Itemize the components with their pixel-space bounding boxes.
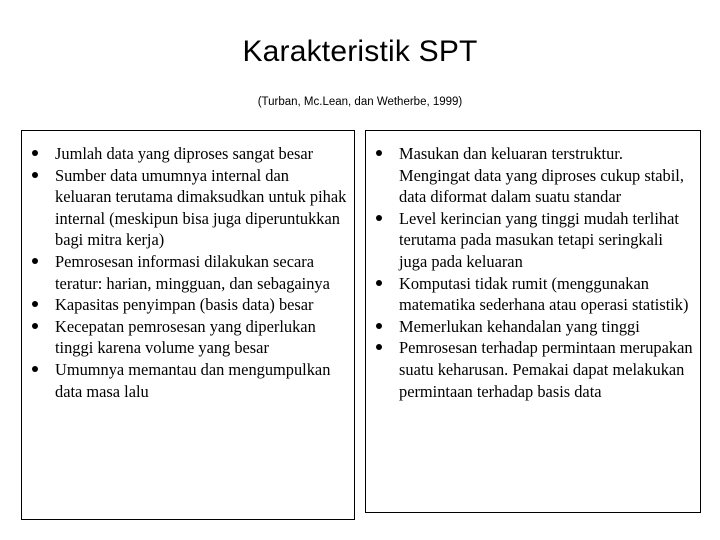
list-item [32, 316, 348, 359]
list-item [376, 337, 694, 402]
left-characteristics-box [21, 130, 355, 520]
list-item-text: Sumber data umumnya internal dan keluaran terutama dimaksudkan untuk pihak internal (meskipun bisa juga diperuntukkan bagi mitra kerja) [55, 165, 347, 250]
bullet-icon [32, 172, 38, 178]
slide-subtitle: (Turban, Mc.Lean, dan Wetherbe, 1999) [257, 96, 463, 108]
list-item-text: Jumlah data yang diproses sangat besar [55, 144, 314, 163]
left-bullet-list [32, 143, 348, 402]
list-item [32, 294, 348, 316]
list-item [376, 273, 694, 316]
list-item [376, 143, 694, 208]
list-item-text: Level kerincian yang tinggi mudah terlihat terutama pada masukan tetapi seringkali juga pada keluaran [399, 208, 679, 271]
list-item [32, 165, 348, 251]
list-item [32, 143, 348, 165]
right-bullet-list [376, 143, 694, 402]
list-item-text: Komputasi tidak rumit (menggunakan matematika sederhana atau operasi statistik) [399, 273, 689, 315]
list-item [32, 251, 348, 294]
list-item-text: Umumnya memantau dan mengumpulkan data masa lalu [55, 359, 331, 401]
list-item-text: Kapasitas penyimpan (basis data) besar [55, 295, 314, 315]
list-item-text: Masukan dan keluaran terstruktur. Mengingat data yang diproses cukup stabil, data diformat dalam suatu standar [399, 144, 684, 207]
bullet-icon [376, 215, 382, 221]
bullet-icon [32, 301, 38, 307]
bullet-icon [376, 323, 382, 329]
bullet-icon [376, 344, 382, 350]
bullet-icon [376, 280, 382, 286]
bullet-icon [32, 366, 38, 372]
bullet-icon [32, 150, 38, 156]
slide-title: Karakteristik SPT [242, 35, 478, 68]
bullet-icon [376, 150, 382, 156]
list-item-text: Kecepatan pemrosesan yang diperlukan tinggi karena volume yang besar [55, 316, 316, 358]
list-item [376, 208, 694, 273]
list-item-text: Pemrosesan terhadap permintaan merupakan suatu keharusan. Pemakai dapat melakukan permintaan terhadap basis data [399, 338, 693, 401]
bullet-icon [32, 323, 38, 329]
bullet-icon [32, 258, 38, 264]
list-item [32, 359, 348, 402]
list-item-text: Memerlukan kehandalan yang tinggi [399, 316, 640, 336]
right-characteristics-box [365, 130, 701, 513]
list-item-text: Pemrosesan informasi dilakukan secara teratur: harian, mingguan, dan sebagainya [55, 251, 330, 293]
list-item [376, 316, 694, 338]
